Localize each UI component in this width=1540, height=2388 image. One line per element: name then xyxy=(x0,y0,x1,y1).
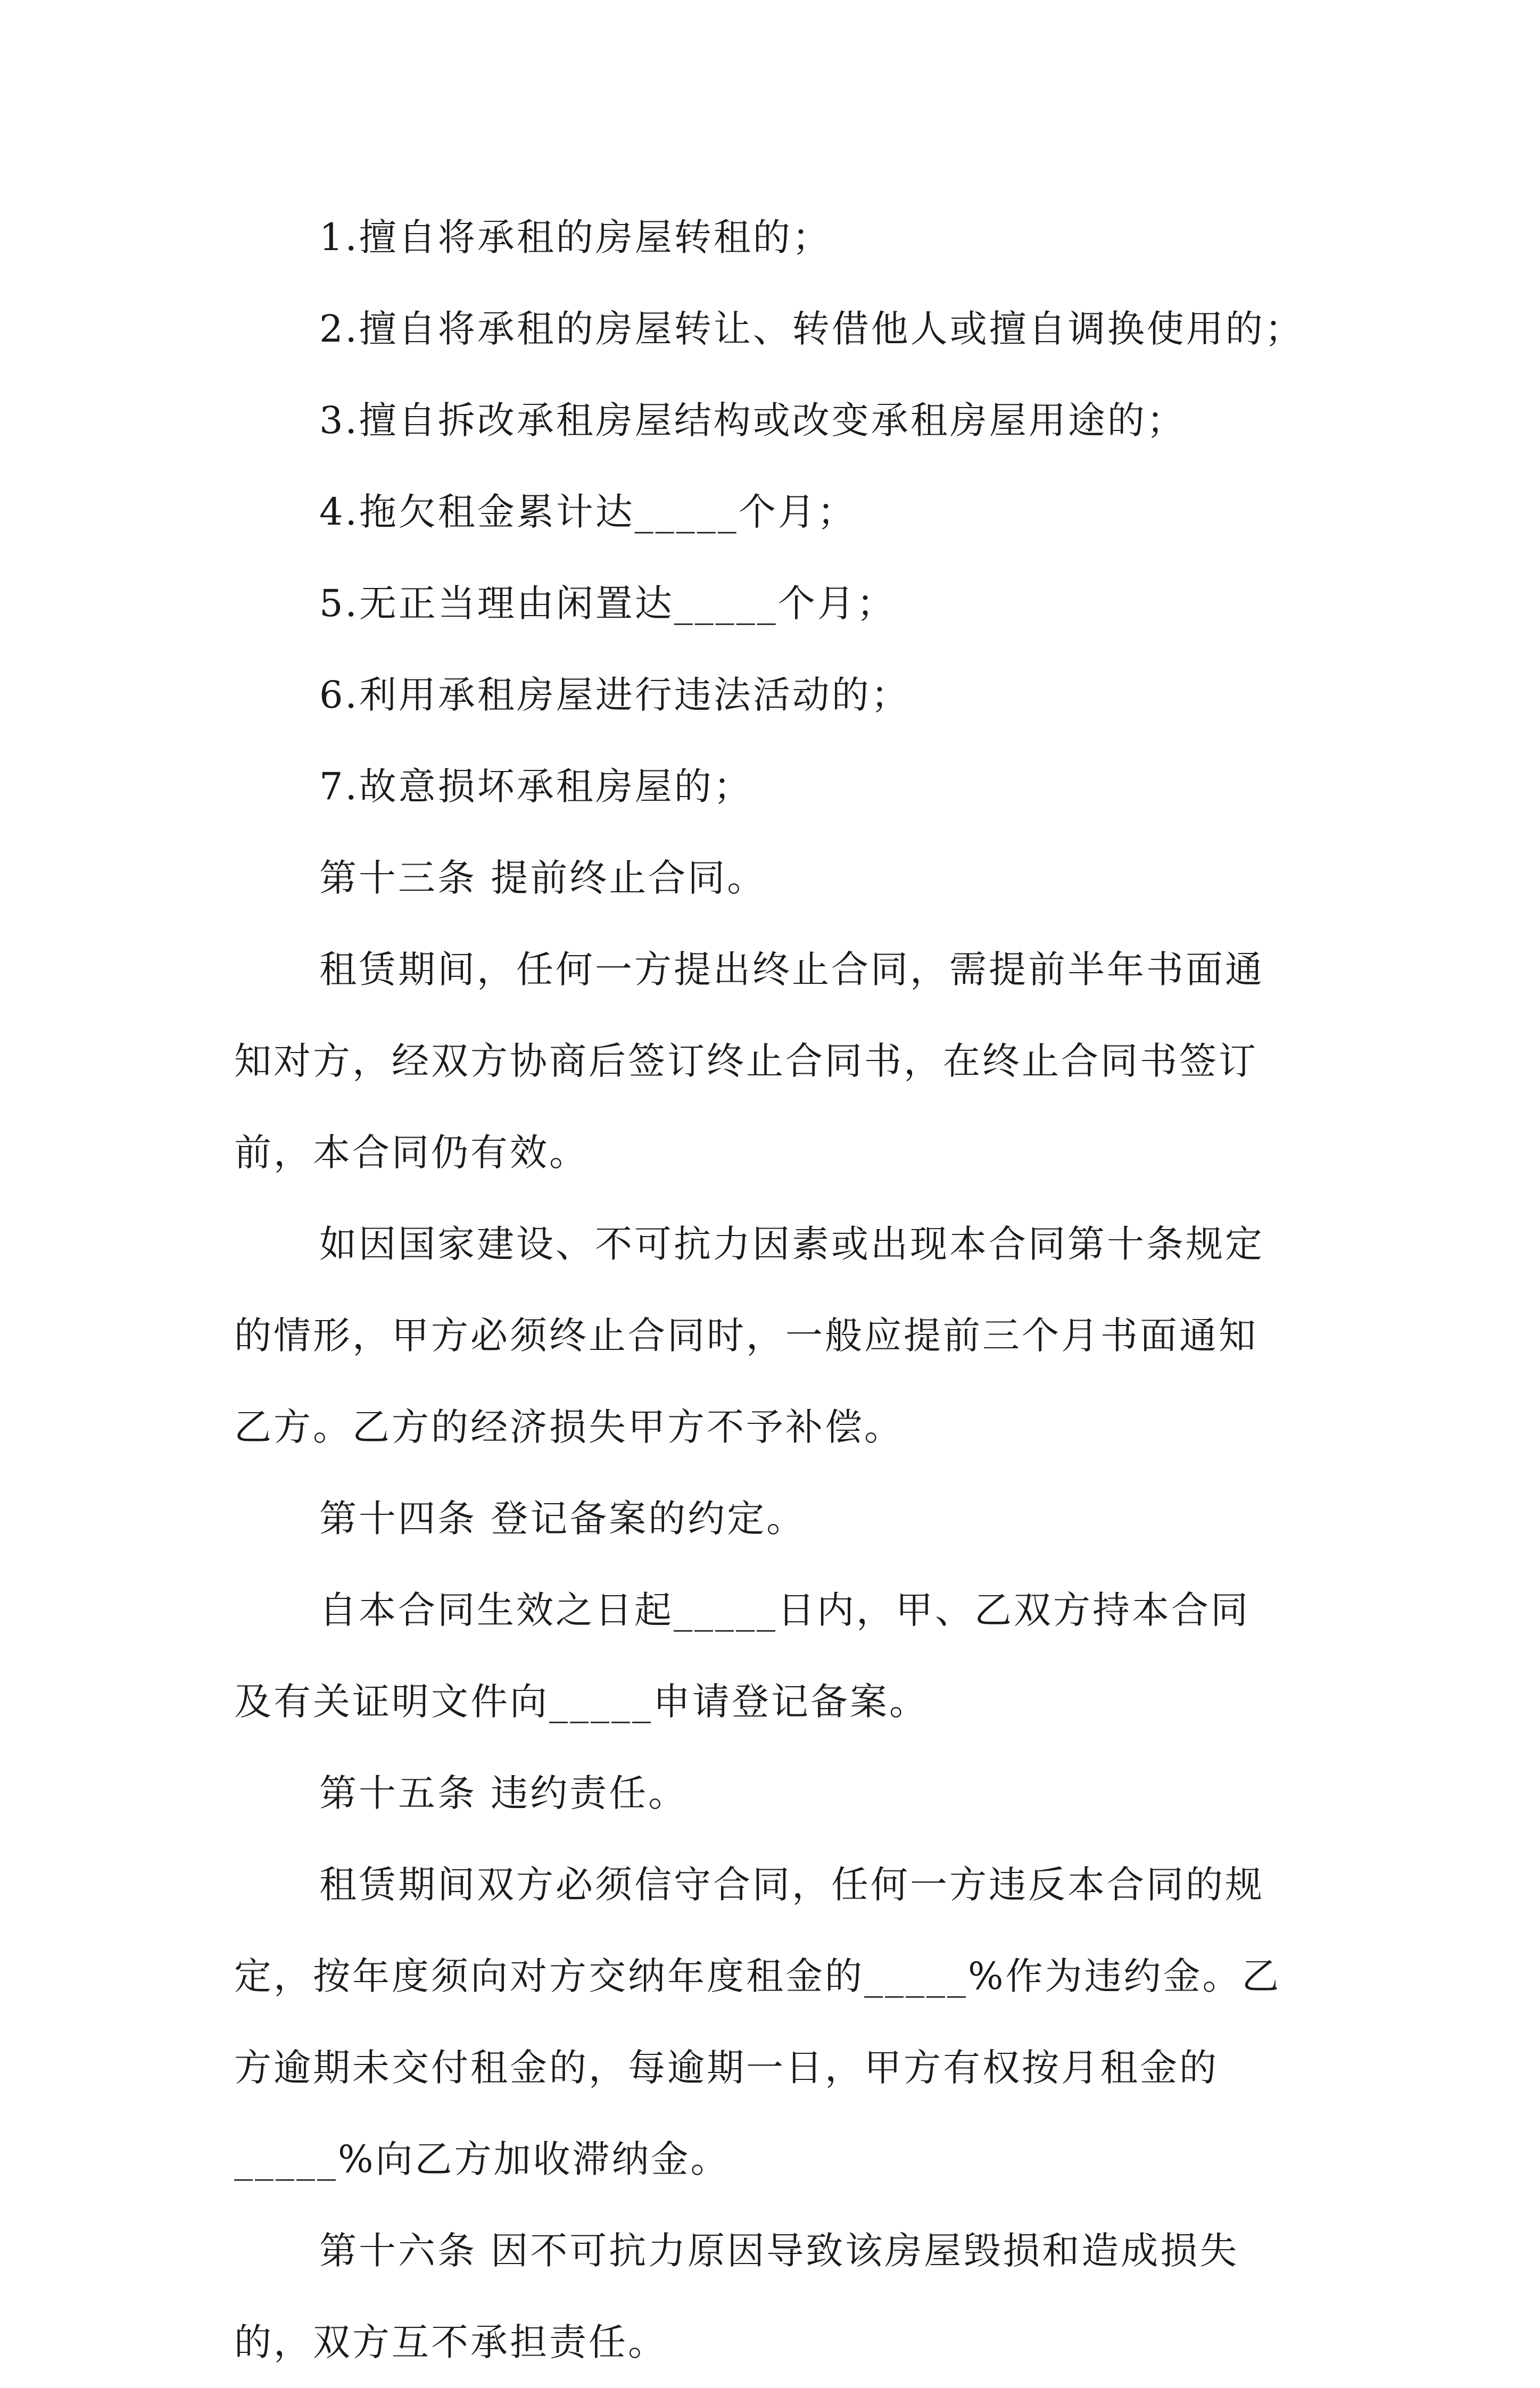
article-16-line: 第十六条 因不可抗力原因导致该房屋毁损和造成损失 xyxy=(319,2229,1239,2273)
article-15-para-line: _____%向乙方加收滞纳金。 xyxy=(234,2137,730,2181)
article-14-para-line: 自本合同生效之日起_____日内，甲、乙双方持本合同 xyxy=(319,1588,1250,1632)
clause-item-6: 6.利用承租房屋进行违法活动的； xyxy=(319,673,910,717)
document-body xyxy=(234,192,1309,2388)
clause-item-2: 2.擅自将承租的房屋转让、转借他人或擅自调换使用的； xyxy=(319,307,1304,351)
article-13-heading: 第十三条 提前终止合同。 xyxy=(319,856,767,900)
article-15-para-line: 方逾期未交付租金的，每逾期一日，甲方有权按月租金的 xyxy=(234,2046,1219,2090)
article-16-line: 的，双方互不承担责任。 xyxy=(234,2320,667,2364)
article-13-para-2-line: 乙方。乙方的经济损失甲方不予补偿。 xyxy=(234,1405,904,1449)
article-15-heading: 第十五条 违约责任。 xyxy=(319,1771,688,1815)
article-13-para-1-line: 知对方，经双方协商后签订终止合同书，在终止合同书签订 xyxy=(234,1039,1258,1083)
article-14-para-line: 及有关证明文件向_____申请登记备案。 xyxy=(234,1680,929,1723)
clause-item-5: 5.无正当理由闲置达_____个月； xyxy=(319,582,896,625)
article-13-para-1-line: 租赁期间，任何一方提出终止合同，需提前半年书面通 xyxy=(319,948,1264,991)
article-15-para-line: 租赁期间双方必须信守合同，任何一方违反本合同的规 xyxy=(319,1863,1264,1906)
clause-item-1: 1.擅自将承租的房屋转租的； xyxy=(319,215,832,259)
article-15-para-line: 定，按年度须向对方交纳年度租金的_____%作为违约金。乙 xyxy=(234,1954,1281,1998)
article-13-para-2-line: 如因国家建设、不可抗力因素或出现本合同第十条规定 xyxy=(319,1222,1264,1266)
clause-item-4: 4.拖欠租金累计达_____个月； xyxy=(319,490,857,534)
article-13-para-1-line: 前，本合同仍有效。 xyxy=(234,1131,589,1174)
clause-item-3: 3.擅自拆改承租房屋结构或改变承租房屋用途的； xyxy=(319,399,1186,442)
clause-item-7: 7.故意损坏承租房屋的； xyxy=(319,765,753,808)
article-14-heading: 第十四条 登记备案的约定。 xyxy=(319,1497,806,1540)
article-13-para-2-line: 的情形，甲方必须终止合同时，一般应提前三个月书面通知 xyxy=(234,1314,1258,1357)
